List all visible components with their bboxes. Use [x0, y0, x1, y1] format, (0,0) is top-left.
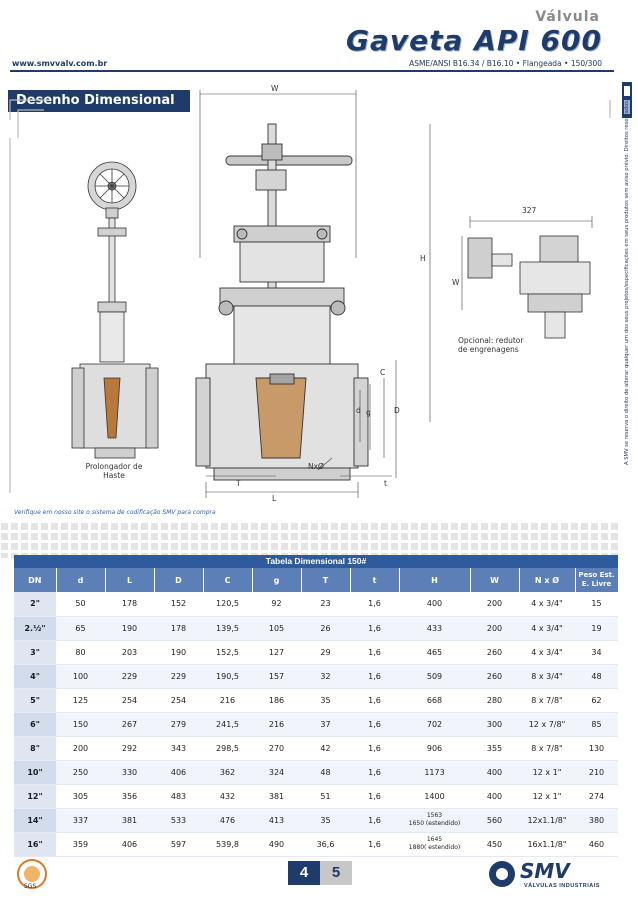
- dim-t-big-label: T: [236, 479, 241, 488]
- table-cell: 324: [252, 760, 301, 784]
- section-title: Desenho Dimensional: [8, 90, 190, 112]
- table-cell: 130: [575, 736, 618, 760]
- table-header-row: [14, 568, 618, 592]
- table-cell: 450: [470, 832, 519, 856]
- page-left[interactable]: 4: [288, 861, 320, 885]
- table-cell-dn: 14": [14, 808, 56, 832]
- table-cell: 19: [575, 616, 618, 640]
- table-cell: 279: [154, 712, 203, 736]
- header-c: C: [203, 568, 252, 592]
- sgs-label: SGS: [24, 883, 37, 890]
- table-cell: 65: [56, 616, 105, 640]
- table-cell-main: 1563: [426, 812, 443, 819]
- table-cell: 15: [575, 592, 618, 616]
- table-cell-dn: 3": [14, 640, 56, 664]
- header-g: g: [252, 568, 301, 592]
- dim-g-label: g: [366, 408, 371, 417]
- table-cell: 356: [105, 784, 154, 808]
- table-cell: [399, 808, 470, 832]
- category-label: Válvula: [535, 9, 600, 25]
- table-cell: 8 x 7/8": [519, 736, 575, 760]
- header-dn: DN: [14, 568, 56, 592]
- table-cell: 100: [56, 664, 105, 688]
- table-cell: 539,8: [203, 832, 252, 856]
- table-cell: 241,5: [203, 712, 252, 736]
- table-row: [14, 640, 618, 664]
- table-cell: 125: [56, 688, 105, 712]
- header-l: L: [105, 568, 154, 592]
- table-cell: 190,5: [203, 664, 252, 688]
- sgs-cert-icon: [14, 856, 50, 896]
- table-cell: 490: [252, 832, 301, 856]
- table-cell: 1,6: [350, 640, 399, 664]
- table-row: [14, 760, 618, 784]
- table-row: [14, 592, 618, 616]
- table-cell: 85: [575, 712, 618, 736]
- table-cell-main: 1645: [426, 836, 443, 843]
- table-cell: 200: [470, 616, 519, 640]
- table-cell: 280: [470, 688, 519, 712]
- table-cell: 12x1.1/8": [519, 808, 575, 832]
- table-cell: 37: [301, 712, 350, 736]
- table-cell: 1,6: [350, 592, 399, 616]
- table-cell: 406: [154, 760, 203, 784]
- dim-t-small-label: t: [384, 479, 387, 488]
- table-cell: 270: [252, 736, 301, 760]
- table-cell: 36,6: [301, 832, 350, 856]
- table-cell: 381: [252, 784, 301, 808]
- table-cell: 4 x 3/4": [519, 616, 575, 640]
- extension-label: Prolongador de Haste: [85, 462, 143, 480]
- table-cell: 260: [470, 640, 519, 664]
- table-cell: 190: [105, 616, 154, 640]
- table-cell: 186: [252, 688, 301, 712]
- table-cell: 433: [399, 616, 470, 640]
- table-cell: 267: [105, 712, 154, 736]
- table-cell-dn: 2.½": [14, 616, 56, 640]
- table-cell: 16x1.1/8": [519, 832, 575, 856]
- table-cell: 216: [203, 688, 252, 712]
- table-cell: 381: [105, 808, 154, 832]
- table-cell: 35: [301, 808, 350, 832]
- table-cell: 127: [252, 640, 301, 664]
- table-cell: 702: [399, 712, 470, 736]
- table-cell: 413: [252, 808, 301, 832]
- dim-nxo-label: NxØ: [308, 462, 324, 471]
- table-cell: 152: [154, 592, 203, 616]
- table-cell: 178: [105, 592, 154, 616]
- table-cell: 560: [470, 808, 519, 832]
- table-cell: 92: [252, 592, 301, 616]
- dim-w-side-label: W: [452, 278, 460, 287]
- header-d: d: [56, 568, 105, 592]
- standard-line: ASME/ANSI B16.34 / B16.10 • Flangeada • 150/300: [409, 59, 602, 68]
- decorative-band: [0, 522, 618, 558]
- dim-l-label: L: [272, 494, 277, 503]
- table-row: [14, 712, 618, 736]
- table-cell: 157: [252, 664, 301, 688]
- table-cell: 355: [470, 736, 519, 760]
- table-cell: 337: [56, 808, 105, 832]
- page-title: Gaveta API 600: [346, 24, 602, 57]
- table-row: [14, 832, 618, 856]
- header-divider: [10, 70, 614, 72]
- table-cell: 1,6: [350, 688, 399, 712]
- table-cell-dn: 4": [14, 664, 56, 688]
- table-cell: 8 x 7/8": [519, 688, 575, 712]
- table-cell: 200: [56, 736, 105, 760]
- header-nxo: N x Ø: [519, 568, 575, 592]
- dim-d-big-label: D: [394, 406, 400, 415]
- header-h: H: [399, 568, 470, 592]
- table-cell: 105: [252, 616, 301, 640]
- table-cell: 292: [105, 736, 154, 760]
- table-cell: 400: [399, 592, 470, 616]
- table-cell: 359: [56, 832, 105, 856]
- table-cell: 12 x 1": [519, 760, 575, 784]
- table-cell: 483: [154, 784, 203, 808]
- table-cell: 330: [105, 760, 154, 784]
- reducer-label: Opcional: redutor de engrenagens: [458, 336, 524, 354]
- table-cell: 50: [56, 592, 105, 616]
- table-cell: 476: [203, 808, 252, 832]
- table-cell-dn: 5": [14, 688, 56, 712]
- table-title: Tabela Dimensional 150#: [14, 555, 618, 568]
- table-cell: 597: [154, 832, 203, 856]
- table-cell: 298,5: [203, 736, 252, 760]
- table-cell: 1,6: [350, 736, 399, 760]
- table-row: [14, 664, 618, 688]
- page-header: [0, 0, 638, 78]
- table-cell: 1400: [399, 784, 470, 808]
- dim-d-small-label: d: [356, 406, 361, 415]
- table-cell: 120,5: [203, 592, 252, 616]
- table-cell: 210: [575, 760, 618, 784]
- table-cell: 200: [470, 592, 519, 616]
- table-cell: 23: [301, 592, 350, 616]
- table-cell: 533: [154, 808, 203, 832]
- table-cell-extended: 1650 (estendido): [408, 820, 461, 827]
- table-cell: 1,6: [350, 616, 399, 640]
- table-cell: 400: [470, 784, 519, 808]
- table-cell: 300: [470, 712, 519, 736]
- table-row: [14, 808, 618, 832]
- table-cell: 152,5: [203, 640, 252, 664]
- table-cell: 1,6: [350, 712, 399, 736]
- dimension-table: [14, 568, 619, 857]
- verify-note[interactable]: Verifique em nosso site o sistema de codificação SMV para compra: [14, 509, 216, 516]
- table-cell: 229: [105, 664, 154, 688]
- table-cell: 406: [105, 832, 154, 856]
- header-weight: Peso Est. E. Livre: [575, 568, 618, 592]
- table-cell: 465: [399, 640, 470, 664]
- table-cell: 62: [575, 688, 618, 712]
- table-cell-dn: 12": [14, 784, 56, 808]
- table-row: [14, 616, 618, 640]
- table-row: [14, 688, 618, 712]
- table-cell: 80: [56, 640, 105, 664]
- table-cell-dn: 8": [14, 736, 56, 760]
- small-valve-icon: [72, 162, 158, 458]
- table-cell: 216: [252, 712, 301, 736]
- site-url[interactable]: www.smvvalv.com.br: [12, 59, 108, 68]
- table-cell: 4 x 3/4": [519, 640, 575, 664]
- table-cell-dn: 10": [14, 760, 56, 784]
- table-cell-dn: 6": [14, 712, 56, 736]
- table-cell: 12 x 1": [519, 784, 575, 808]
- table-cell: 250: [56, 760, 105, 784]
- brand-name: SMV: [520, 859, 570, 883]
- brand-sub: VÁLVULAS INDUSTRIAIS: [524, 883, 600, 889]
- table-cell: 48: [575, 664, 618, 688]
- table-cell: 274: [575, 784, 618, 808]
- table-cell: 362: [203, 760, 252, 784]
- table-body: [14, 592, 618, 856]
- table-cell: 48: [301, 760, 350, 784]
- table-row: [14, 736, 618, 760]
- table-cell: 51: [301, 784, 350, 808]
- table-cell: 1,6: [350, 760, 399, 784]
- table-cell: 1173: [399, 760, 470, 784]
- table-cell: 29: [301, 640, 350, 664]
- main-valve-icon: [196, 124, 368, 480]
- table-cell: 26: [301, 616, 350, 640]
- dim-h-label: H: [420, 254, 426, 263]
- table-cell-extended: 1880( estendido): [408, 844, 461, 851]
- table-cell: 1,6: [350, 808, 399, 832]
- rights-note-text: A SMV se reserva o direito de alterar qualquer um dos seus projetos/especificações em seus produtos sem aviso prévio. Direitos reservados.: [624, 99, 630, 465]
- table-cell: 32: [301, 664, 350, 688]
- table-cell: 4 x 3/4": [519, 592, 575, 616]
- dim-c-label: C: [380, 368, 386, 377]
- table-cell: 150: [56, 712, 105, 736]
- table-cell: 254: [154, 688, 203, 712]
- table-cell: 35: [301, 688, 350, 712]
- page-right[interactable]: 5: [320, 861, 352, 885]
- table-row: [14, 784, 618, 808]
- table-cell: 34: [575, 640, 618, 664]
- gear-reducer-icon: [462, 216, 592, 338]
- table-cell: 380: [575, 808, 618, 832]
- table-cell: 305: [56, 784, 105, 808]
- table-cell: 260: [470, 664, 519, 688]
- table-cell: 178: [154, 616, 203, 640]
- rights-note: [624, 99, 632, 473]
- header-t: t: [350, 568, 399, 592]
- table-cell: 432: [203, 784, 252, 808]
- dim-w-label: W: [271, 84, 279, 93]
- header-w: W: [470, 568, 519, 592]
- header-t-big: T: [301, 568, 350, 592]
- table-cell: 400: [470, 760, 519, 784]
- valve-drawing-svg: [0, 78, 618, 518]
- table-cell: 906: [399, 736, 470, 760]
- table-cell: 139,5: [203, 616, 252, 640]
- page-numbers: [288, 861, 352, 885]
- table-cell: 190: [154, 640, 203, 664]
- table-cell: 203: [105, 640, 154, 664]
- table-cell: 42: [301, 736, 350, 760]
- table-cell: [399, 832, 470, 856]
- table-cell-dn: 16": [14, 832, 56, 856]
- dim-327-label: 327: [522, 206, 537, 215]
- table-cell: 1,6: [350, 664, 399, 688]
- table-cell: 509: [399, 664, 470, 688]
- table-cell: 1,6: [350, 784, 399, 808]
- table-cell-dn: 2": [14, 592, 56, 616]
- table-cell: 254: [105, 688, 154, 712]
- table-cell: 229: [154, 664, 203, 688]
- table-cell: 1,6: [350, 832, 399, 856]
- table-cell: 12 x 7/8": [519, 712, 575, 736]
- table-cell: 343: [154, 736, 203, 760]
- table-cell: 8 x 3/4": [519, 664, 575, 688]
- table-cell: 668: [399, 688, 470, 712]
- header-d-big: D: [154, 568, 203, 592]
- dimensional-drawing: [0, 78, 618, 518]
- table-cell: 460: [575, 832, 618, 856]
